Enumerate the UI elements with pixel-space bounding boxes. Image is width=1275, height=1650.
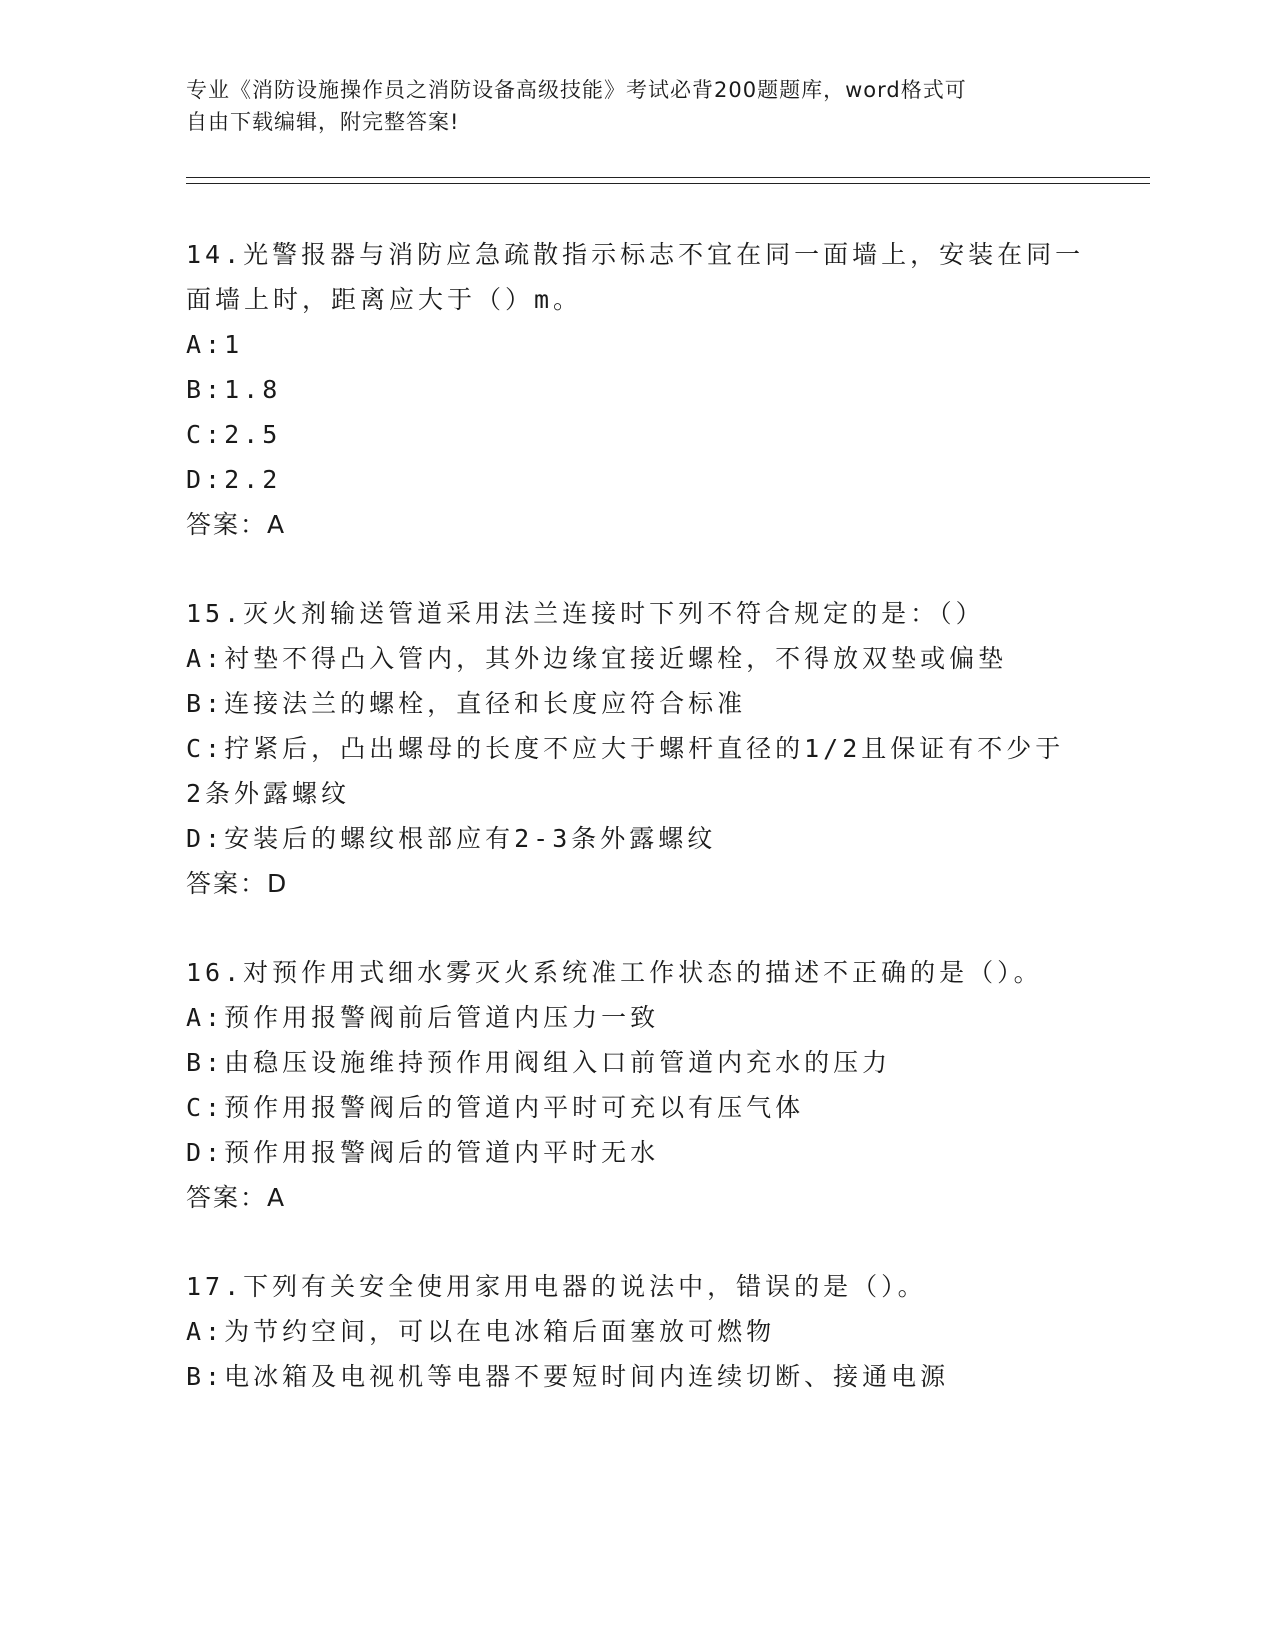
header-line-2: 自由下载编辑，附完整答案! [186, 110, 460, 134]
question-stem: 16.对预作用式细水雾灭火系统准工作状态的描述不正确的是（）。 [186, 958, 1043, 987]
option-d: D:2.2 [186, 465, 282, 494]
question-17 [186, 1264, 1086, 1399]
question-stem-continued: 面墙上时，距离应大于（）m。 [186, 285, 583, 314]
question-stem: 15.灭火剂输送管道采用法兰连接时下列不符合规定的是：（） [186, 599, 985, 628]
option-b: B:连接法兰的螺栓，直径和长度应符合标准 [186, 689, 747, 718]
option-c: C:2.5 [186, 420, 282, 449]
option-c: C:预作用报警阀后的管道内平时可充以有压气体 [186, 1093, 805, 1122]
document-header [186, 74, 1066, 138]
answer-line: 答案：A [186, 1183, 287, 1212]
option-d: D:安装后的螺纹根部应有2-3条外露螺纹 [186, 824, 717, 853]
answer-line: 答案：D [186, 869, 289, 898]
question-stem: 14.光警报器与消防应急疏散指示标志不宜在同一面墙上，安装在同一 [186, 240, 1085, 269]
option-b: B:由稳压设施维持预作用阀组入口前管道内充水的压力 [186, 1048, 892, 1077]
option-b: B:1.8 [186, 375, 282, 404]
option-d: D:预作用报警阀后的管道内平时无水 [186, 1138, 660, 1167]
question-15 [186, 591, 1086, 906]
question-16 [186, 950, 1086, 1220]
option-a: A:为节约空间，可以在电冰箱后面塞放可燃物 [186, 1317, 776, 1346]
header-divider-top [186, 177, 1150, 178]
option-a: A:预作用报警阀前后管道内压力一致 [186, 1003, 660, 1032]
option-a: A:衬垫不得凸入管内，其外边缘宜接近螺栓，不得放双垫或偏垫 [186, 644, 1008, 673]
option-a: A:1 [186, 330, 244, 359]
option-b: B:电冰箱及电视机等电器不要短时间内连续切断、接通电源 [186, 1362, 950, 1391]
header-line-1: 专业《消防设施操作员之消防设备高级技能》考试必背200题题库，word格式可 [186, 78, 967, 102]
option-c: C:拧紧后，凸出螺母的长度不应大于螺杆直径的1/2且保证有不少于 [186, 734, 1065, 763]
question-14 [186, 232, 1086, 547]
header-divider-bottom [186, 183, 1150, 184]
option-c-continued: 2条外露螺纹 [186, 779, 351, 808]
question-list [186, 232, 1086, 1443]
question-stem: 17.下列有关安全使用家用电器的说法中，错误的是（）。 [186, 1272, 927, 1301]
answer-line: 答案：A [186, 510, 287, 539]
